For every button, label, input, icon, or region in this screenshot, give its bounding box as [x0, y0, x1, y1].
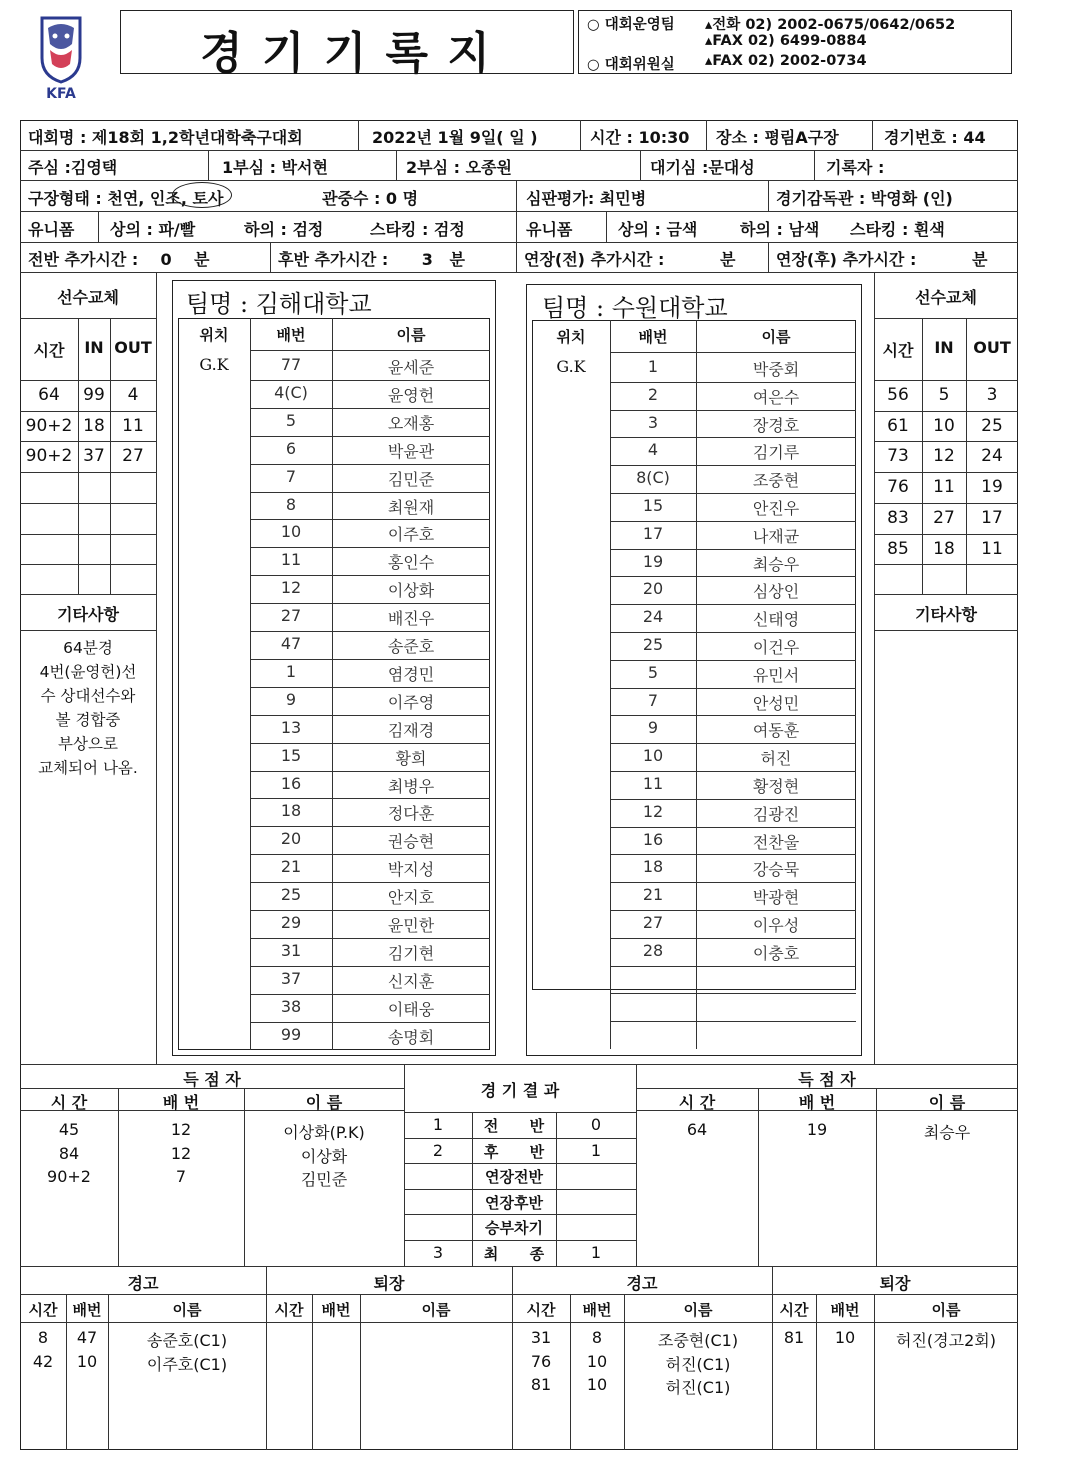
away-sub-out: 17 — [981, 507, 1003, 528]
away-cautions-time: 31 — [530, 1328, 552, 1347]
home-sub-out: 4 — [127, 385, 139, 405]
away-caution-time-header: 시간 — [526, 1301, 556, 1319]
home-note-line: 교체되어 나옴. — [38, 759, 138, 777]
away-player-number: 3 — [647, 412, 659, 432]
home-player-name: 윤영헌 — [387, 385, 435, 405]
referee-assessor: 심판평가: 최민병 — [526, 189, 647, 208]
away-player-name: 안진우 — [752, 499, 800, 518]
pitch-type: 구장형태 : 천연, 인조, 토사 — [28, 189, 224, 208]
home-caution-heading: 경고 — [127, 1274, 159, 1293]
home-player-number: 47 — [280, 634, 302, 653]
away-player-name: 이충호 — [752, 943, 800, 963]
result-away-score: 1 — [590, 1243, 602, 1262]
away-cautions-name: 허진(C1) — [665, 1378, 731, 1397]
home-player-name: 이상화 — [387, 581, 435, 601]
away-sub-time: 76 — [887, 477, 909, 498]
away-cautions-time: 76 — [530, 1351, 552, 1371]
home-player-name: 김민준 — [387, 469, 435, 489]
away-scorers-heading: 득 점 자 — [798, 1070, 856, 1089]
added-time-first-half: 전반 추가시간 : 0 분 — [28, 250, 210, 269]
away-player-number: 24 — [642, 607, 664, 627]
away-player-name: 이우성 — [752, 916, 800, 935]
away-player-name: 허진 — [760, 749, 792, 769]
added-time-extra-first: 연장(전) 추가시간 : 분 — [524, 250, 736, 269]
home-position-header: 위치 — [199, 326, 229, 344]
away-player-number: 11 — [642, 774, 664, 793]
home-player-name: 황희 — [395, 748, 427, 768]
away-cautions-time: 81 — [530, 1375, 552, 1394]
result-period-label: 최 종 — [483, 1245, 545, 1263]
home-sendoff-time-header: 시간 — [274, 1301, 304, 1319]
result-period-label: 후 반 — [483, 1142, 545, 1161]
result-heading: 경 기 결 과 — [480, 1081, 560, 1100]
home-player-number: 99 — [280, 1024, 302, 1044]
away-player-number: 12 — [642, 801, 664, 821]
away-sub-out: 3 — [986, 385, 998, 405]
home-player-name: 홍인수 — [387, 553, 435, 573]
result-home-score: 2 — [432, 1140, 444, 1160]
assistant-referee-2: 2부심 : 오종원 — [406, 158, 512, 177]
home-uniform-top: 상의 : 파/빨 — [110, 220, 196, 239]
title-box — [120, 10, 574, 79]
away-uniform-shorts: 하의 : 남색 — [740, 220, 820, 239]
home-caution-name-header: 이름 — [172, 1301, 202, 1319]
away-cautions-number: 10 — [586, 1375, 608, 1394]
contact-box — [578, 10, 1012, 74]
away-sub-time: 85 — [887, 538, 909, 559]
away-cautions-number: 8 — [591, 1328, 603, 1347]
away-player-name: 강승묵 — [752, 860, 800, 880]
away-player-number: 9 — [647, 718, 659, 738]
away-uniform-top: 상의 : 금색 — [618, 220, 698, 239]
away-scorer-name: 최승우 — [923, 1123, 971, 1142]
away-sub-in: 5 — [938, 385, 950, 405]
away-player-number: 4 — [647, 440, 659, 460]
home-scorer-name: 김민준 — [300, 1170, 348, 1189]
away-position-header: 위치 — [556, 328, 586, 346]
home-subs-in-header: IN — [84, 338, 104, 357]
away-caution-heading: 경고 — [626, 1274, 658, 1293]
away-sub-out: 24 — [981, 446, 1003, 467]
away-scorers-name-header: 이 름 — [928, 1093, 966, 1112]
home-cautions-name: 이주호(C1) — [146, 1354, 228, 1374]
home-scorer-time: 90+2 — [47, 1167, 91, 1186]
home-scorer-number: 7 — [175, 1167, 187, 1186]
away-player-number: 7 — [647, 690, 659, 710]
home-player-name: 정다훈 — [387, 804, 435, 824]
home-note-line: 부상으로 — [58, 735, 118, 753]
home-scorers-number-header: 배 번 — [162, 1093, 200, 1112]
home-cautions-number: 10 — [76, 1351, 98, 1371]
home-player-number: 1 — [285, 661, 297, 681]
home-note-line: 4번(윤영헌)선 — [39, 663, 137, 681]
result-period-label: 연장전반 — [485, 1168, 543, 1187]
home-player-number: 5 — [285, 410, 297, 430]
home-cautions-time: 42 — [32, 1351, 54, 1371]
home-player-name: 배진우 — [387, 609, 435, 629]
home-player-number: 6 — [285, 438, 297, 458]
away-sendoffs-name: 허진(경고2회) — [896, 1331, 996, 1350]
away-player-name: 여은수 — [752, 387, 800, 407]
away-player-name: 최승우 — [752, 554, 800, 574]
home-scorers-heading: 득 점 자 — [183, 1070, 241, 1089]
home-sub-time: 90+2 — [25, 415, 73, 436]
away-subs-time-header: 시간 — [882, 341, 914, 360]
away-sub-out: 25 — [981, 415, 1003, 436]
result-period-label: 승부차기 — [485, 1219, 543, 1238]
home-player-number: 21 — [280, 857, 302, 877]
home-sub-in: 37 — [83, 446, 105, 467]
home-player-number: 77 — [280, 355, 302, 374]
away-sub-in: 18 — [933, 538, 955, 559]
home-player-name: 김재경 — [387, 720, 435, 740]
home-player-number: 27 — [280, 606, 302, 626]
away-player-number: 2 — [647, 384, 659, 404]
away-sub-in: 27 — [933, 507, 955, 528]
away-sub-in: 10 — [933, 415, 955, 436]
home-cautions-time: 8 — [37, 1328, 49, 1347]
result-away-score: 1 — [590, 1140, 602, 1160]
away-player-number: 15 — [642, 496, 664, 515]
home-player-number: 37 — [280, 968, 302, 988]
away-sub-time: 73 — [887, 446, 909, 467]
home-sub-time: 64 — [38, 385, 60, 405]
page-title: 경 기 기 록 지 — [200, 28, 492, 79]
away-sendoff-number-header: 배번 — [830, 1301, 860, 1319]
away-subs-out-header: OUT — [973, 338, 1011, 357]
away-player-name: 이건우 — [752, 638, 800, 657]
home-number-header: 배번 — [276, 326, 306, 344]
home-sendoff-name-header: 이름 — [421, 1301, 451, 1319]
home-player-name: 권승현 — [387, 832, 435, 852]
away-scorers-time-header: 시 간 — [678, 1093, 716, 1112]
away-sendoff-time-header: 시간 — [779, 1301, 809, 1319]
match-venue: 장소 : 평림A구장 — [716, 128, 839, 147]
away-player-number: 21 — [642, 885, 664, 905]
recorder: 기록자 : — [826, 158, 885, 177]
home-player-number: 8 — [285, 494, 297, 514]
home-sub-time: 90+2 — [25, 446, 73, 467]
away-player-name: 김기루 — [752, 443, 800, 463]
home-player-number: 29 — [280, 913, 302, 932]
away-sendoffs-number: 10 — [834, 1328, 856, 1347]
away-player-number: 10 — [642, 746, 664, 766]
away-player-number: 19 — [642, 551, 664, 571]
result-home-score: 3 — [432, 1243, 444, 1262]
home-player-number: 18 — [280, 801, 302, 821]
home-player-name: 윤민한 — [387, 916, 435, 935]
fourth-official: 대기심 :문대성 — [650, 158, 755, 177]
away-player-name: 황정현 — [752, 777, 800, 796]
away-sub-time: 83 — [887, 507, 909, 528]
home-sub-in: 99 — [83, 385, 105, 405]
away-player-name: 박중회 — [752, 360, 800, 379]
home-scorers-name-header: 이 름 — [305, 1093, 343, 1112]
away-player-name: 나재균 — [752, 526, 800, 546]
away-scorers-number-header: 배 번 — [798, 1093, 836, 1112]
home-player-number: 15 — [280, 745, 302, 765]
home-player-name: 윤세준 — [387, 358, 435, 377]
home-player-name: 박지성 — [387, 860, 435, 880]
away-player-name: 신태영 — [752, 610, 800, 630]
home-player-number: 10 — [280, 522, 302, 542]
contact-line-3: ▴FAX 02) 2002-0734 — [705, 53, 867, 69]
home-notes-heading: 기타사항 — [57, 605, 119, 624]
home-player-name: 이주영 — [387, 692, 435, 712]
home-player-number: 38 — [280, 996, 302, 1016]
assistant-referee-1: 1부심 : 박서현 — [222, 158, 328, 177]
competition-name: 대회명 : 제18회 1,2학년대학축구대회 — [28, 128, 303, 147]
home-note-line: 볼 경합중 — [55, 711, 121, 729]
away-sendoffs-time: 81 — [783, 1328, 805, 1347]
home-scorer-time: 45 — [58, 1120, 80, 1139]
home-subs-heading: 선수교체 — [57, 288, 119, 307]
away-caution-name-header: 이름 — [683, 1301, 713, 1319]
away-uniform-socks: 스타킹 : 흰색 — [850, 220, 945, 239]
result-away-score: 0 — [590, 1115, 602, 1134]
away-sendoff-heading: 퇴장 — [879, 1274, 911, 1293]
home-player-number: 25 — [280, 885, 302, 905]
contact-office-2: ○ 대회위원실 — [587, 57, 675, 73]
kfa-text: KFA — [46, 86, 76, 102]
home-player-name: 최원재 — [387, 497, 435, 517]
away-name-header: 이름 — [761, 328, 791, 346]
home-player-number: 16 — [280, 773, 302, 793]
away-player-number: 25 — [642, 635, 664, 654]
home-sub-out: 27 — [122, 446, 144, 467]
home-uniform-shorts: 하의 : 검정 — [244, 220, 324, 239]
away-notes-heading: 기타사항 — [915, 605, 977, 624]
away-caution-number-header: 배번 — [582, 1301, 612, 1319]
away-sendoff-name-header: 이름 — [931, 1301, 961, 1319]
away-uniform-label: 유니폼 — [526, 220, 573, 239]
home-player-name: 오재홍 — [387, 413, 435, 433]
home-scorer-number: 12 — [170, 1120, 192, 1139]
result-period-label: 전 반 — [483, 1117, 545, 1135]
home-player-name: 송준호 — [387, 637, 435, 656]
away-player-name: 김광진 — [752, 804, 800, 824]
result-home-score: 1 — [432, 1115, 444, 1134]
home-player-number: 20 — [280, 829, 302, 849]
home-scorer-name: 이상화 — [300, 1146, 348, 1166]
home-cautions-name: 송준호(C1) — [146, 1331, 228, 1350]
away-sub-time: 61 — [887, 415, 909, 436]
away-player-name: 전찬울 — [752, 832, 800, 852]
away-player-number: 8(C) — [636, 468, 670, 488]
home-sub-in: 18 — [83, 415, 105, 436]
home-note-line: 수 상대선수와 — [40, 687, 136, 705]
home-subs-out-header: OUT — [114, 338, 152, 357]
away-sub-time: 56 — [887, 385, 909, 405]
home-sendoff-number-header: 배번 — [321, 1301, 351, 1319]
away-sub-out: 19 — [981, 477, 1003, 498]
away-sub-out: 11 — [981, 538, 1003, 559]
home-player-name: 이태웅 — [387, 999, 435, 1019]
kfa-emblem-icon — [36, 14, 86, 84]
home-scorer-name: 이상화(P.K) — [283, 1123, 365, 1142]
away-cautions-number: 10 — [586, 1351, 608, 1371]
contact-line-2: ▴FAX 02) 6499-0884 — [705, 33, 867, 49]
away-player-number: 1 — [647, 357, 659, 376]
home-player-name: 염경민 — [387, 664, 435, 684]
away-player-number: 20 — [642, 579, 664, 599]
away-player-number: 27 — [642, 913, 664, 932]
home-team-name: 팀명 : 김해대학교 — [186, 290, 372, 318]
match-supervisor: 경기감독관 : 박영화 (인) — [776, 189, 953, 208]
home-caution-time-header: 시간 — [28, 1301, 58, 1319]
pitch-selection-circle — [172, 182, 232, 208]
home-player-name: 신지훈 — [387, 971, 435, 991]
away-player-number: 18 — [642, 857, 664, 877]
away-sub-in: 12 — [933, 446, 955, 467]
match-date: 2022년 1월 9일( 일 ) — [372, 128, 538, 147]
home-player-position: G.K — [199, 355, 229, 374]
home-note-line: 64분경 — [63, 639, 113, 657]
home-player-number: 12 — [280, 578, 302, 598]
home-player-number: 4(C) — [274, 382, 308, 402]
added-time-extra-second: 연장(후) 추가시간 : 분 — [776, 250, 988, 269]
away-number-header: 배번 — [638, 328, 668, 346]
home-subs-time-header: 시간 — [33, 341, 65, 360]
referee: 주심 :김영택 — [28, 158, 118, 177]
away-player-number: 17 — [642, 523, 664, 543]
away-subs-heading: 선수교체 — [915, 288, 977, 307]
home-player-name: 김기현 — [387, 943, 435, 963]
home-name-header: 이름 — [396, 326, 426, 344]
home-uniform-socks: 스타킹 : 검정 — [370, 220, 465, 239]
away-player-number: 16 — [642, 829, 664, 849]
away-cautions-name: 허진(C1) — [665, 1354, 731, 1374]
away-player-name: 안성민 — [752, 693, 800, 713]
home-player-number: 31 — [280, 940, 302, 960]
contact-office-1: ○ 대회운영팀 — [587, 17, 675, 33]
away-sub-in: 11 — [933, 477, 955, 498]
away-player-name: 장경호 — [752, 415, 800, 435]
home-cautions-number: 47 — [76, 1328, 98, 1347]
match-time: 시간 : 10:30 — [590, 128, 690, 147]
match-number: 경기번호 : 44 — [884, 128, 986, 147]
away-player-name: 여동훈 — [752, 721, 800, 741]
away-team-name: 팀명 : 수원대학교 — [542, 294, 728, 322]
home-player-number: 13 — [280, 717, 302, 737]
away-subs-in-header: IN — [934, 338, 954, 357]
result-period-label: 연장후반 — [485, 1193, 543, 1212]
away-player-name: 박광현 — [752, 888, 800, 908]
away-player-number: 5 — [647, 662, 659, 682]
home-sub-out: 11 — [122, 415, 144, 436]
away-player-name: 심상인 — [752, 582, 800, 602]
home-player-name: 최병우 — [387, 776, 435, 796]
home-scorers-time-header: 시 간 — [50, 1093, 88, 1112]
away-cautions-name: 조중현(C1) — [657, 1331, 739, 1350]
home-sendoff-heading: 퇴장 — [373, 1274, 405, 1293]
home-player-name: 박윤관 — [387, 441, 435, 461]
added-time-second-half: 후반 추가시간 : 3 분 — [278, 250, 465, 269]
home-scorer-time: 84 — [58, 1143, 80, 1163]
home-player-number: 9 — [285, 689, 297, 709]
away-scorer-time: 64 — [686, 1120, 708, 1139]
away-player-position: G.K — [556, 357, 586, 376]
home-scorer-number: 12 — [170, 1143, 192, 1163]
spectators: 관중수 : 0 명 — [322, 189, 419, 208]
home-caution-number-header: 배번 — [72, 1301, 102, 1319]
home-uniform-label: 유니폼 — [28, 220, 75, 239]
kfa-logo — [36, 14, 86, 104]
contact-line-1: ▴전화 02) 2002-0675/0642/0652 — [705, 17, 956, 33]
home-player-name: 안지호 — [387, 888, 435, 908]
away-scorer-number: 19 — [806, 1120, 828, 1139]
home-player-number: 7 — [285, 466, 297, 486]
away-player-number: 28 — [642, 940, 664, 960]
home-player-name: 이주호 — [387, 525, 435, 545]
away-player-name: 조중현 — [752, 471, 800, 491]
home-player-number: 11 — [280, 550, 302, 570]
away-player-name: 유민서 — [752, 665, 800, 685]
home-player-name: 송명회 — [387, 1027, 435, 1047]
